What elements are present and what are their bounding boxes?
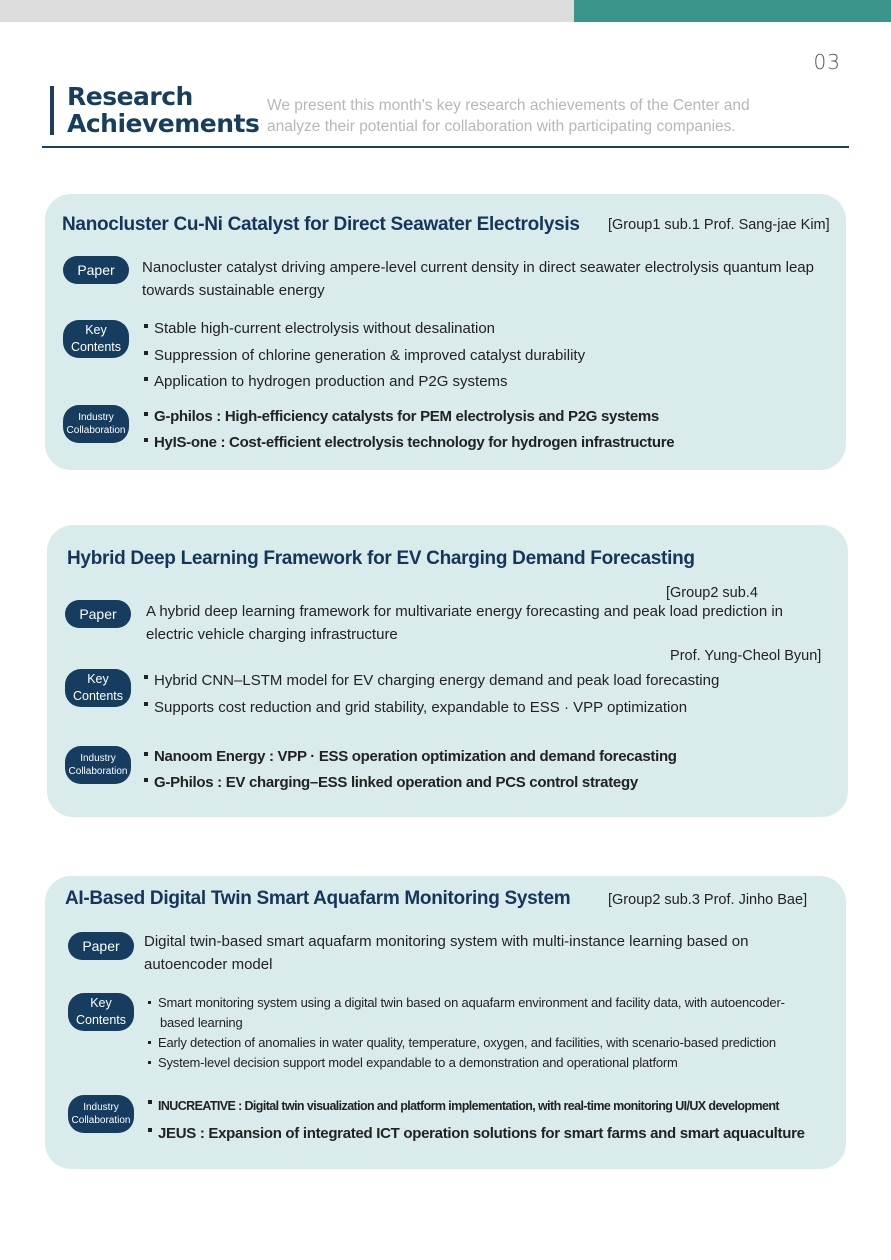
key-badge-line2: Contents xyxy=(75,1013,127,1027)
list-item-text: Smart monitoring system using a digital twin based on aquafarm environment and facility data, with autoencoder- xyxy=(158,995,785,1010)
research-card-1 xyxy=(45,194,846,470)
list-item: JEUS : Expansion of integrated ICT operation solutions for smart farms and smart aquaculture xyxy=(148,1120,848,1147)
list-item: Early detection of anomalies in water quality, temperature, oxygen, and facilities, with scenario-based prediction xyxy=(148,1033,848,1053)
key-contents-list xyxy=(144,316,585,396)
list-item: Stable high-current electrolysis without desalination xyxy=(144,316,585,343)
paper-summary-line1: Nanocluster catalyst driving ampere-level current density in direct seawater electrolysis quantum leap xyxy=(142,259,814,276)
industry-collab-list xyxy=(148,1093,848,1147)
paper-summary xyxy=(144,930,834,976)
paper-summary-line2: electric vehicle charging infrastructure xyxy=(146,626,398,643)
industry-collab-badge xyxy=(63,405,129,443)
card-title: Hybrid Deep Learning Framework for EV Charging Demand Forecasting xyxy=(67,548,695,569)
paper-summary-line1: A hybrid deep learning framework for multivariate energy forecasting and peak load prediction in xyxy=(146,603,784,620)
industry-badge-line2: Collaboration xyxy=(71,1115,131,1126)
card-author: [Group1 sub.1 Prof. Sang-jae Kim] xyxy=(608,217,830,233)
top-bar-teal xyxy=(574,0,891,22)
card-title: Nanocluster Cu-Ni Catalyst for Direct Seawater Electrolysis xyxy=(62,214,580,235)
section-description xyxy=(267,95,837,137)
key-badge-line1: Key xyxy=(90,996,112,1010)
industry-collab-list xyxy=(144,744,677,796)
industry-collab-badge xyxy=(65,746,131,784)
industry-badge-line2: Collaboration xyxy=(68,766,128,777)
key-contents-badge xyxy=(65,669,131,707)
section-divider xyxy=(42,146,849,148)
key-contents-list xyxy=(144,667,719,721)
paper-summary-line2: autoencoder model xyxy=(144,956,273,973)
industry-collab-badge xyxy=(68,1095,134,1133)
industry-badge-line1: Industry xyxy=(83,1102,119,1113)
paper-summary xyxy=(146,600,836,646)
list-item: G-Philos : EV charging–ESS linked operation and PCS control strategy xyxy=(144,770,677,796)
section-title-line2: Achievements xyxy=(67,109,260,138)
paper-badge xyxy=(65,600,131,628)
section-desc-line2: analyze their potential for collaboration with participating companies. xyxy=(267,118,736,135)
card-author: [Group2 sub.3 Prof. Jinho Bae] xyxy=(608,892,808,908)
list-item: Nanoom Energy : VPP · ESS operation optimization and demand forecasting xyxy=(144,744,677,770)
key-contents-badge xyxy=(68,993,134,1031)
paper-badge xyxy=(63,256,129,284)
industry-collab-list xyxy=(144,404,674,456)
key-contents-badge xyxy=(63,320,129,358)
top-bar-grey xyxy=(0,0,574,22)
industry-badge-line2: Collaboration xyxy=(66,425,126,436)
list-item: INUCREATIVE : Digital twin visualization and platform implementation, with real-time monitoring UI/UX development xyxy=(148,1093,848,1120)
key-badge-line1: Key xyxy=(85,323,107,337)
research-card-2 xyxy=(47,525,848,817)
list-item: Suppression of chlorine generation & improved catalyst durability xyxy=(144,343,585,370)
card-title: AI-Based Digital Twin Smart Aquafarm Monitoring System xyxy=(65,888,571,909)
section-title xyxy=(67,83,259,137)
list-item: G-philos : High-efficiency catalysts for PEM electrolysis and P2G systems xyxy=(144,404,674,430)
paper-badge-label: Paper xyxy=(82,938,120,954)
key-badge-line1: Key xyxy=(87,672,109,686)
paper-badge-label: Paper xyxy=(79,606,117,622)
card-author-line2: Prof. Yung-Cheol Byun] xyxy=(666,648,822,664)
list-item: Supports cost reduction and grid stability, expandable to ESS · VPP optimization xyxy=(144,694,719,721)
key-badge-line2: Contents xyxy=(72,689,124,703)
card-author-line1: [Group2 sub.4 xyxy=(666,585,758,601)
paper-badge xyxy=(68,932,134,960)
key-contents-list xyxy=(148,993,848,1073)
section-desc-line1: We present this month's key research achievements of the Center and xyxy=(267,97,750,114)
list-item: System-level decision support model expandable to a demonstration and operational platform xyxy=(148,1053,848,1073)
paper-summary-line2: towards sustainable energy xyxy=(142,282,325,299)
paper-summary xyxy=(142,256,842,302)
paper-badge-label: Paper xyxy=(77,262,115,278)
paper-summary-line1: Digital twin-based smart aquafarm monitoring system with multi-instance learning based on xyxy=(144,933,749,950)
section-title-line1: Research xyxy=(67,82,193,111)
research-card-3 xyxy=(45,876,846,1169)
list-item: Hybrid CNN–LSTM model for EV charging energy demand and peak load forecasting xyxy=(144,667,719,694)
list-item: Application to hydrogen production and P2G systems xyxy=(144,369,585,396)
key-badge-line2: Contents xyxy=(70,340,122,354)
list-item: HyIS-one : Cost-efficient electrolysis technology for hydrogen infrastructure xyxy=(144,430,674,456)
list-item xyxy=(148,993,848,1033)
industry-badge-line1: Industry xyxy=(80,753,116,764)
page-number: 03 xyxy=(813,50,841,74)
industry-badge-line1: Industry xyxy=(78,412,114,423)
list-item-continuation: based learning xyxy=(160,1015,243,1030)
section-accent-bar xyxy=(50,86,54,135)
